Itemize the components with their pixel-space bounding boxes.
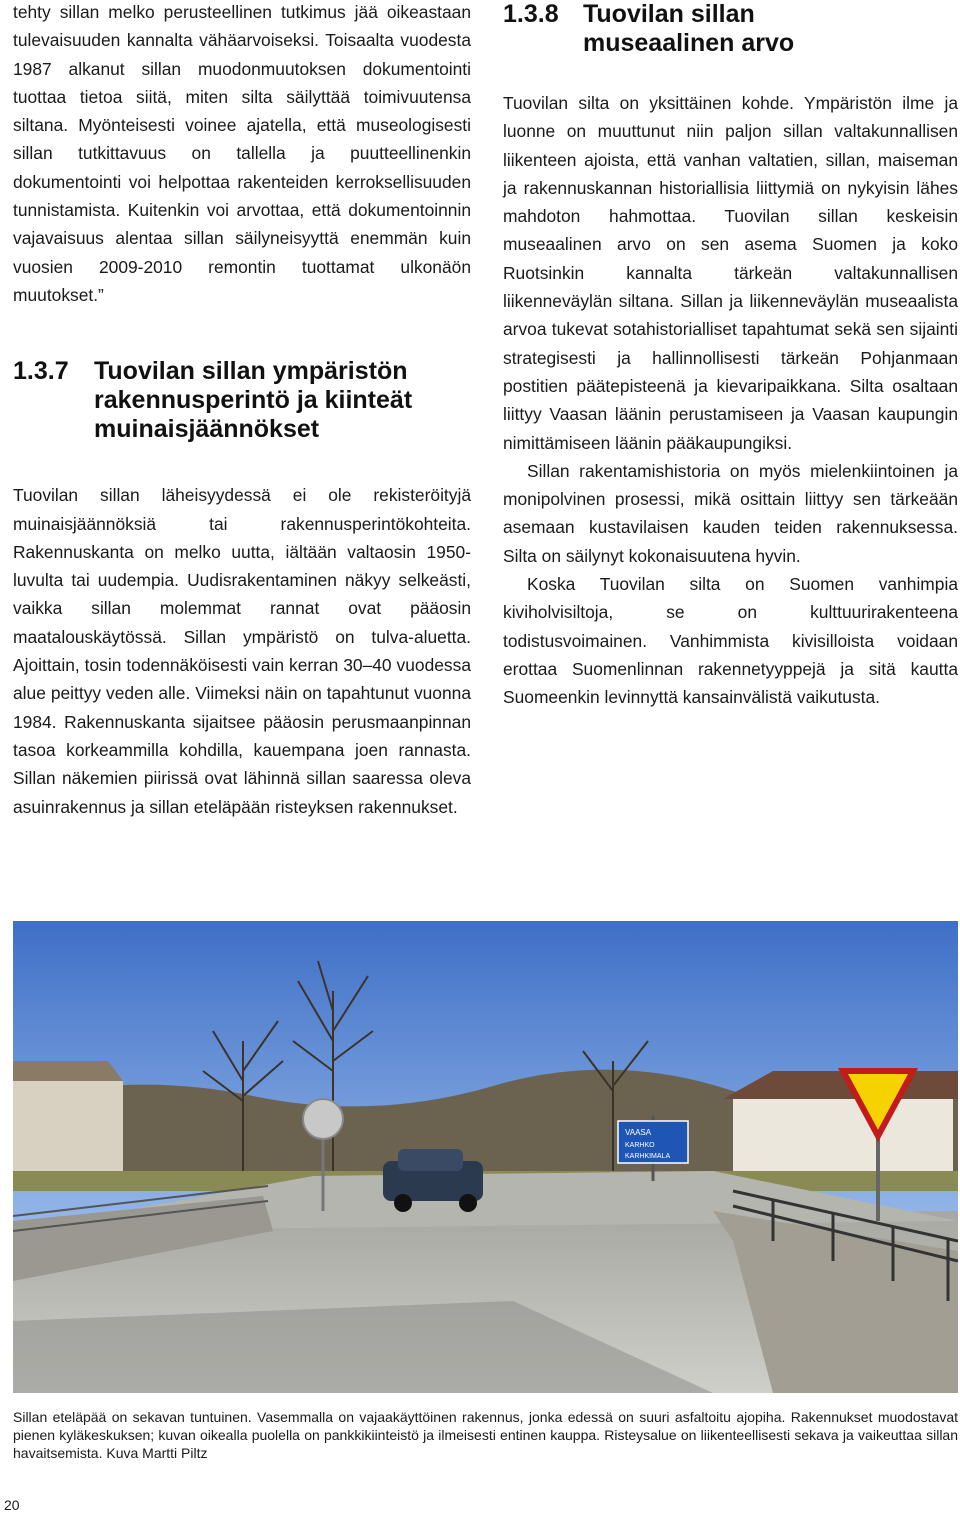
paragraph-continued: tehty sillan melko perusteellinen tutkimus jää oikeastaan tulevaisuuden kannalta vähäarvoiseksi. Toisaalta vuodesta 1987 alkanut sillan muodonmuutoksen dokumentointi tuottaa tietoa siitä, miten silta säilyttää toimivuutensa siltana. Myönteisesti voinee ajatella, että museologisesti sillan tutkittavuus on tallella ja puutteellinenkin dokumentointi voi helpottaa rakenteiden kerroksellisuuden tunnistamista. Kuitenkin voi arvottaa, että dokumentoinnin vajavaisuus alentaa sillan säilyneisyyttä enemmän kuin vuosien 2009-2010 remontin tuottamat ulkonäön muutokset.”	[13, 2, 471, 305]
sign-text-1: VAASA	[625, 1128, 652, 1137]
right-column	[503, 0, 958, 712]
building-left	[13, 1081, 123, 1181]
photo-bridge-south-end	[13, 921, 958, 1393]
sign-text-3: KARHKIMALA	[625, 1153, 671, 1160]
page-number: 20	[4, 1497, 20, 1513]
section-title: Tuovilan sillan ympäristön rakennusperintö ja kiinteät muinaisjäännökset	[94, 357, 413, 444]
section-body: Tuovilan sillan läheisyydessä ei ole rekisteröityjä muinaisjäännöksiä tai rakennusperintökohteita. Rakennuskanta on melko uutta, iältään valtaosin 1950-luvulta tai uudempia. Uudisrakentaminen näkyy selkeästi, vaikka sillan molemmat rannat ovat pääosin maatalouskäytössä. Sillan ympäristö on tulva-aluetta. Ajoittain, tosin todennäköisesti vain kerran 30–40 vuodessa alue peittyy veden alle. Viimeksi näin on tapahtunut vuonna 1984. Rakennuskanta sijaitsee pääosin perusmaanpinnan tasoa korkeammilla kohdilla, kauempana joen rannasta. Sillan näkemien piirissä ovat lähinnä sillan saaressa oleva asuinrakennus ja sillan eteläpään risteyksen rakennukset.	[13, 485, 471, 817]
building-right	[733, 1096, 953, 1181]
section-title: Tuovilan sillan museaalinen arvo	[583, 0, 795, 57]
photo-caption: Sillan eteläpää on sekavan tuntuinen. Vasemmalla on vajaakäyttöinen rakennus, jonka edessä on suuri asfaltoitu ajopiha. Rakennukset muodostavat pienen kyläkeskuksen; kuvan oikealla puolella on pankkikiinteistö ja ilmeisesti entinen kauppa. Risteysalue on liikenteellisesti sekava ja vaikeuttaa sillan havaitsemista. Kuva Martti Piltz	[13, 1409, 958, 1461]
section-heading-137	[13, 357, 471, 444]
section-number: 1.3.8	[503, 0, 559, 28]
paragraph-3: Koska Tuovilan silta on Suomen vanhimpia kiviholvisiltoja, se on kulttuurirakenteena todistusvoimainen. Vanhimmista kivisilloista voidaan erottaa Suomenlinnan rakennetyyppejä ja sitä kautta Suomeenkin levinnyttä kansainvälistä vaikutusta.	[503, 574, 958, 708]
sign-text-2: KARHKO	[625, 1142, 655, 1149]
section-heading-138	[503, 0, 958, 58]
paragraph-1: Tuovilan silta on yksittäinen kohde. Ympäristön ilme ja luonne on muuttunut niin paljon sillan valtakunnallisen liikenteen ajoista, että vanhan valtatien, sillan, maiseman ja rakennuskannan historiallisia liittymiä on nykyisin lähes mahdoton hahmottaa. Tuovilan sillan keskeisin museaalinen arvo on sen asema Suomen ja koko Ruotsinkin kannalta tärkeän valtakunnallisen liikenneväylän siltana. Sillan ja liikenneväylän museaalista arvoa tukevat sotahistorialliset tapahtumat sekä sen sijainti strategisesti ja hallinnollisesti tärkeän Pohjanmaan postitien päätepisteenä ja kievaripaikkana. Silta osaltaan liittyy Vaasan läänin perustamiseen ja Vaasan kaupungin nimittämiseen läänin pääkaupungiksi.	[503, 93, 958, 453]
left-column	[13, 0, 471, 821]
section-number: 1.3.7	[13, 357, 69, 386]
paragraph-2: Sillan rakentamishistoria on myös mielenkiintoinen ja monipolvinen prosessi, mikä osittain liittyy sen tärkeään asemaan kustavilaisen kauden teiden rakennuksessa. Silta on säilynyt kokonaisuutena hyvin.	[503, 460, 958, 566]
